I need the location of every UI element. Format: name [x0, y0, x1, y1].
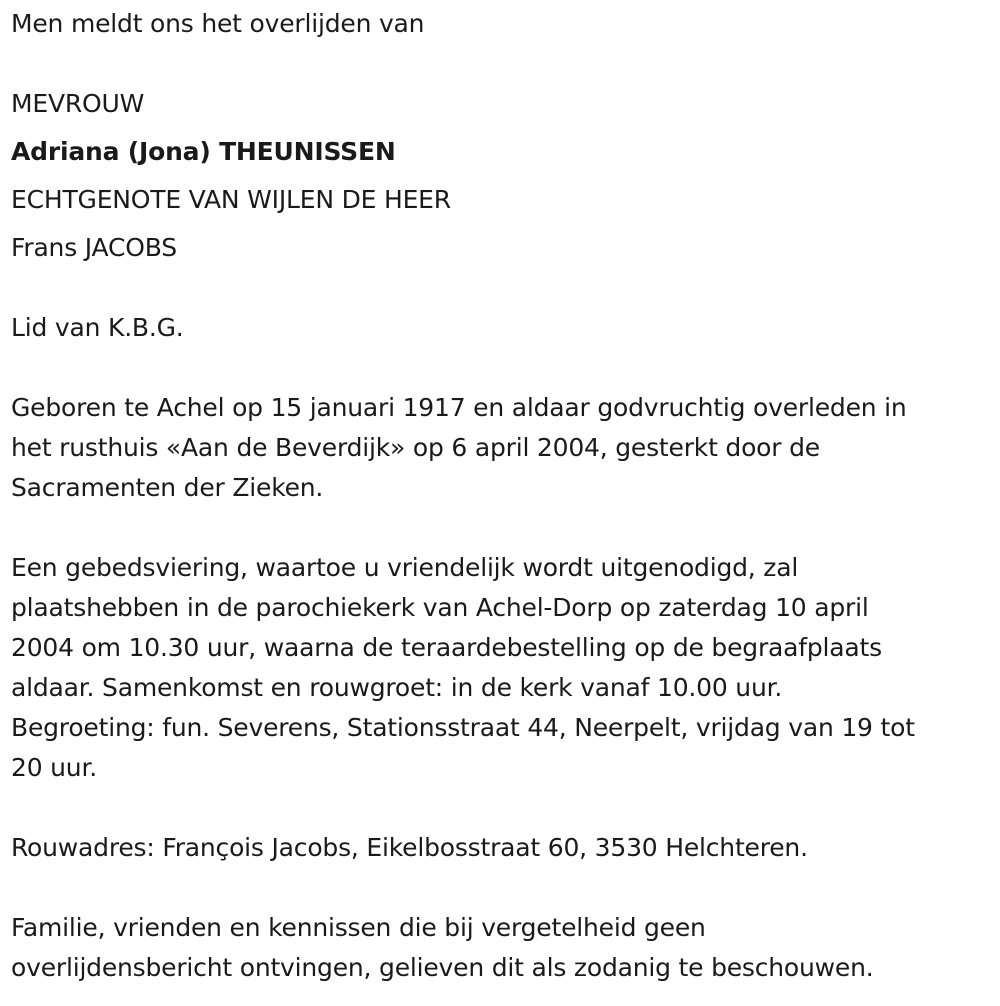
death-notice	[11, 4, 993, 988]
intro-line: Men meldt ons het overlijden van	[11, 9, 425, 38]
closing-paragraph	[11, 908, 993, 988]
paragraph-line: Geboren te Achel op 15 januari 1917 en aldaar godvruchtig overleden in	[11, 393, 907, 422]
title-line: MEVROUW	[11, 89, 145, 118]
paragraph-line: 20 uur.	[11, 753, 97, 782]
spouse-name: Frans JACOBS	[11, 233, 177, 262]
paragraph-line: Familie, vrienden en kennissen die bij vergetelheid geen	[11, 913, 706, 942]
deceased-name: Adriana (Jona) THEUNISSEN	[11, 137, 396, 166]
mourning-address: Rouwadres: François Jacobs, Eikelbosstraat 60, 3530 Helchteren.	[11, 833, 808, 862]
paragraph-line: Een gebedsviering, waartoe u vriendelijk wordt uitgenodigd, zal	[11, 553, 799, 582]
paragraph-line: het rusthuis «Aan de Beverdijk» op 6 april 2004, gesterkt door de	[11, 433, 820, 462]
paragraph-line: overlijdensbericht ontvingen, gelieven dit als zodanig te beschouwen.	[11, 953, 874, 982]
paragraph-line: plaatshebben in de parochiekerk van Achel-Dorp op zaterdag 10 april	[11, 593, 869, 622]
ceremony-paragraph	[11, 548, 993, 788]
paragraph-line: 2004 om 10.30 uur, waarna de teraardebestelling op de begraafplaats	[11, 633, 882, 662]
birth-death-paragraph	[11, 388, 993, 508]
paragraph-line: aldaar. Samenkomst en rouwgroet: in de kerk vanaf 10.00 uur.	[11, 673, 783, 702]
spouse-label: ECHTGENOTE VAN WIJLEN DE HEER	[11, 185, 451, 214]
paragraph-line: Sacramenten der Zieken.	[11, 473, 324, 502]
paragraph-line: Begroeting: fun. Severens, Stationsstraat 44, Neerpelt, vrijdag van 19 tot	[11, 713, 915, 742]
membership-line: Lid van K.B.G.	[11, 313, 184, 342]
